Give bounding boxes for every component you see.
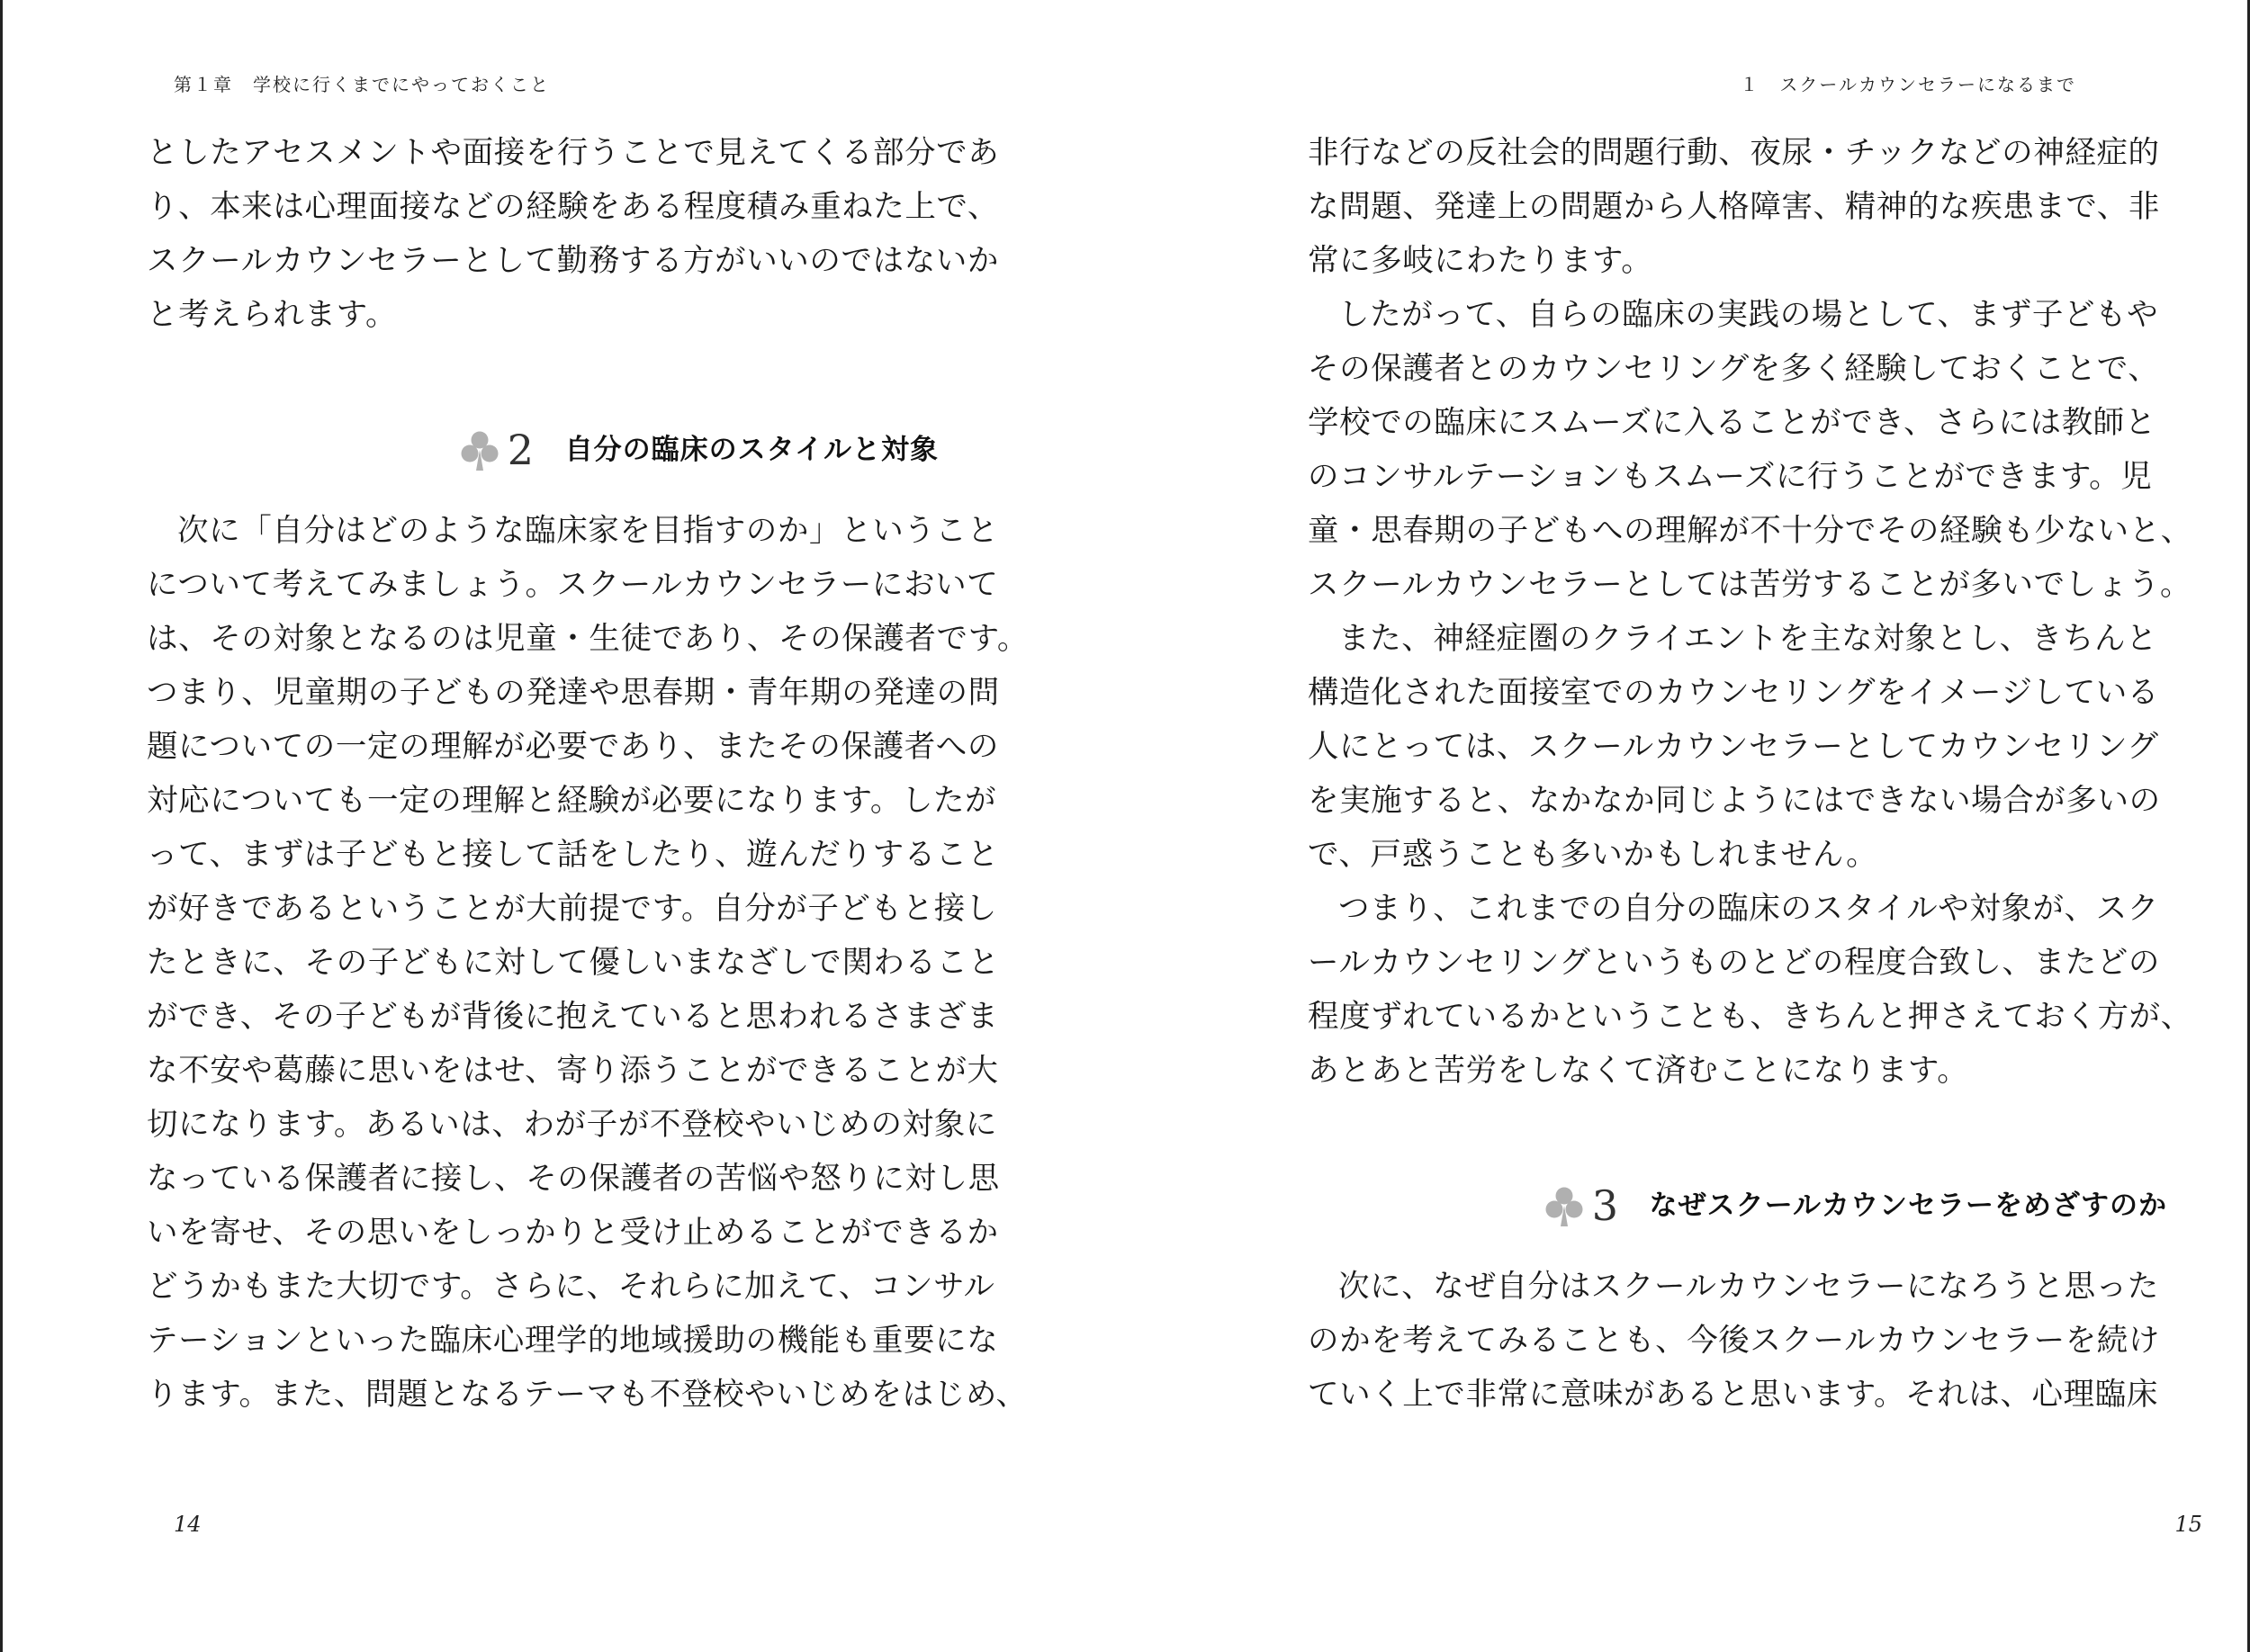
section-title: なぜスクールカウンセラーをめざすのか	[1649, 1190, 2167, 1222]
paragraph	[1308, 126, 2172, 288]
text-line: り、本来は心理面接などの経験をある程度積み重ねた上で、	[147, 189, 1000, 225]
body-text	[1308, 126, 2192, 1422]
text-line: ールカウンセリングというものとどの程度合致し、またどの	[1308, 945, 2161, 981]
text-line: 常に多岐にわたります。	[1308, 243, 1653, 279]
paragraph	[147, 504, 1030, 1422]
spacer	[1308, 1098, 2172, 1152]
section-number: 3	[1591, 1181, 1619, 1230]
text-line: スクールカウンセラーとして勤務する方がいいのではないか	[147, 243, 1000, 279]
text-line: は、その対象となるのは児童・生徒であり、その保護者です。	[147, 621, 1030, 657]
text-line: のコンサルテーションもスムーズに行うことができます。児	[1308, 459, 2153, 495]
text-line: な問題、発達上の問題から人格障害、精神的な疾患まで、非	[1308, 189, 2161, 225]
section-title: 自分の臨床のスタイルと対象	[564, 434, 939, 466]
text-line: が好きであるということが大前提です。自分が子どもと接し	[147, 891, 997, 927]
section-number: 2	[507, 426, 535, 474]
text-line: 人にとっては、スクールカウンセラーとしてカウンセリング	[1308, 729, 2159, 765]
text-line: 対応についても一定の理解と経験が必要になります。したが	[147, 783, 997, 819]
text-line: 非行などの反社会的問題行動、夜尿・チックなどの神経症的	[1308, 135, 2160, 171]
text-line: のかを考えてみることも、今後スクールカウンセラーを続け	[1308, 1323, 2161, 1359]
paragraph	[1308, 612, 2172, 882]
text-line: いを寄せ、その思いをしっかりと受け止めることができるか	[147, 1215, 999, 1251]
text-line: その保護者とのカウンセリングを多く経験しておくことで、	[1308, 351, 2160, 387]
text-line: 学校での臨床にスムーズに入ることができ、さらには教師と	[1308, 405, 2156, 441]
paragraph	[1308, 882, 2192, 1098]
text-line: ができ、その子どもが背後に抱えていると思われるさまざま	[147, 999, 999, 1035]
text-line: 切になります。あるいは、わが子が不登校やいじめの対象に	[147, 1107, 997, 1143]
text-line: と考えられます。	[147, 297, 398, 333]
club-icon	[457, 427, 502, 472]
text-line: で、戸惑うことも多いかもしれません。	[1308, 837, 1878, 873]
paragraph	[147, 126, 1000, 342]
text-line: ていく上で非常に意味があると思います。それは、心理臨床	[1308, 1377, 2158, 1413]
section-heading	[1308, 1152, 2172, 1260]
running-head: 第１章 学校に行くまでにやっておくこと	[174, 74, 550, 95]
text-line: 構造化された面接室でのカウンセリングをイメージしている	[1308, 675, 2159, 711]
text-line: あとあと苦労をしなくて済むことになります。	[1308, 1053, 1969, 1089]
text-line: な不安や葛藤に思いをはせ、寄り添うことができることが大	[147, 1053, 999, 1089]
section-heading	[147, 396, 975, 504]
text-line: について考えてみましょう。スクールカウンセラーにおいて	[147, 567, 999, 603]
text-line: 題についての一定の理解が必要であり、またその保護者への	[147, 729, 1000, 765]
club-icon	[1542, 1183, 1587, 1228]
page-number: 14	[174, 1512, 202, 1537]
text-line: 童・思春期の子どもへの理解が不十分でその経験も少ないと、	[1308, 513, 2192, 549]
text-line: つまり、これまでの自分の臨床のスタイルや対象が、スク	[1338, 891, 2159, 927]
paragraph	[1308, 1260, 2172, 1422]
text-line: どうかもまた大切です。さらに、それらに加えて、コンサル	[147, 1269, 995, 1305]
text-line: つまり、児童期の子どもの発達や思春期・青年期の発達の問	[147, 675, 1000, 711]
text-line: としたアセスメントや面接を行うことで見えてくる部分であ	[147, 135, 1000, 171]
page-number: 15	[2174, 1512, 2202, 1537]
text-line: たときに、その子どもに対して優しいまなざしで関わること	[147, 945, 1000, 981]
text-line: 程度ずれているかということも、きちんと押さえておく方が、	[1308, 999, 2192, 1035]
text-line: なっている保護者に接し、その保護者の苦悩や怒りに対し思	[147, 1161, 1000, 1197]
text-line: テーションといった臨床心理学的地域援助の機能も重要にな	[147, 1323, 999, 1359]
spacer	[147, 342, 975, 396]
text-line: を実施すると、なかなか同じようにはできない場合が多いの	[1308, 783, 2161, 819]
right-page	[1125, 0, 2250, 1652]
text-line: って、まずは子どもと接して話をしたり、遊んだりすること	[147, 837, 1000, 873]
paragraph	[1308, 288, 2192, 612]
body-text	[147, 126, 1030, 1422]
text-line: したがって、自らの臨床の実践の場として、まず子どもや	[1338, 297, 2159, 333]
text-line: 次に、なぜ自分はスクールカウンセラーになろうと思った	[1338, 1269, 2159, 1305]
text-line: スクールカウンセラーとしては苦労することが多いでしょう。	[1308, 567, 2192, 603]
text-line: 次に「自分はどのような臨床家を目指すのか」ということ	[177, 513, 999, 549]
text-line: また、神経症圏のクライエントを主な対象とし、きちんと	[1338, 621, 2158, 657]
text-line: ります。また、問題となるテーマも不登校やいじめをはじめ、	[147, 1377, 1028, 1413]
running-head: １ スクールカウンセラーになるまで	[1740, 74, 2076, 95]
